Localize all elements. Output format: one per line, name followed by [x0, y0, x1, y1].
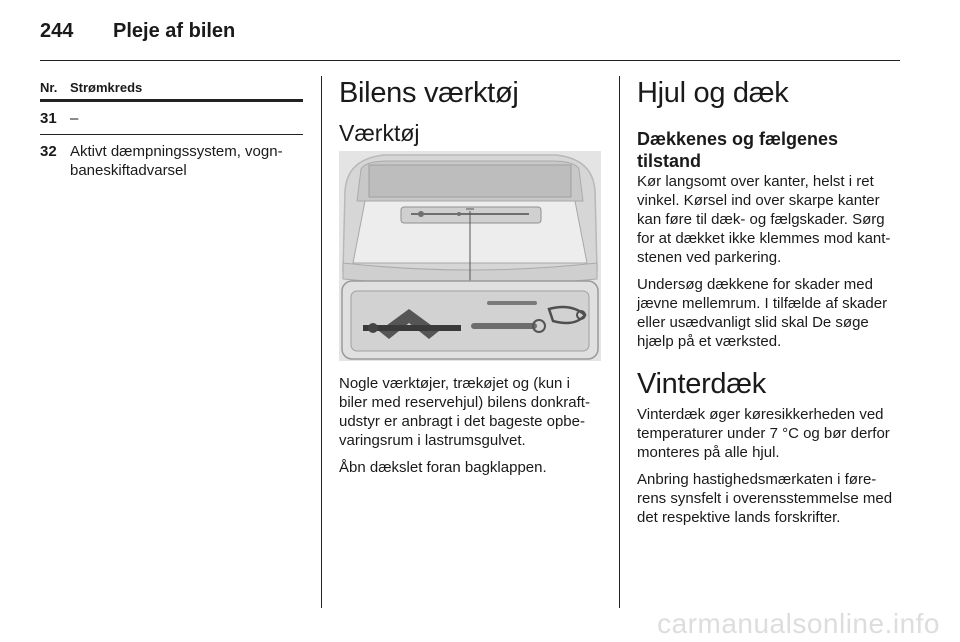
- tools-section: [339, 76, 601, 147]
- body-paragraph: Nogle værktøjer, trækøjet og (kun i biler med reservehjul) bilens donkraft-udstyr er anbragt i det bageste opbe-varingsrum i lastrumsgulvet.: [339, 375, 590, 449]
- column-divider: [619, 76, 620, 608]
- header-rule: [40, 60, 900, 61]
- row-circuit: Aktivt dæmpningssystem, vogn-baneskiftadvarsel: [70, 143, 283, 179]
- col-number-header: Nr.: [40, 80, 58, 95]
- tyres-section: [637, 76, 901, 527]
- body-paragraph: Anbring hastighedsmærkaten i føre-rens synsfelt i overensstemmelse med det respektive lands forskrifter.: [637, 471, 893, 526]
- section-heading: Hjul og dæk: [637, 77, 789, 109]
- circuit-table: [40, 80, 303, 186]
- table-row: [40, 102, 303, 135]
- page-number: 244: [40, 20, 74, 42]
- body-paragraph: Undersøg dækkene for skader med jævne mellemrum. I tilfælde af skader eller usædvanligt slid skal De søge hjælp på et værksted.: [637, 276, 888, 350]
- col-circuit-header: Strømkreds: [70, 80, 143, 95]
- table-header: [40, 80, 303, 102]
- body-paragraph: Åbn dækslet foran bagklappen.: [339, 459, 547, 476]
- page-title: Pleje af bilen: [113, 20, 236, 42]
- row-number: 32: [40, 143, 57, 160]
- section-heading: Bilens værktøj: [339, 77, 519, 109]
- column-divider: [321, 76, 322, 608]
- body-paragraph: Kør langsomt over kanter, helst i ret vinkel. Kørsel ind over skarpe kanter kan føre til dæk- og fælgskader. Sørg for at dækket ikke klemmes mod kant-stenen ved parkering.: [637, 173, 891, 266]
- subsection-heading: Dækkenes og fælgenes tilstand: [637, 129, 839, 171]
- row-number: 31: [40, 110, 57, 127]
- subsection-heading: Værktøj: [339, 120, 420, 146]
- table-row: [40, 135, 303, 186]
- row-circuit: –: [70, 110, 79, 127]
- body-paragraph: Vinterdæk øger køresikkerheden ved temperaturer under 7 °C og bør derfor monteres på alle hjul.: [637, 406, 890, 461]
- tools-body: [339, 374, 601, 477]
- section-heading: Vinterdæk: [637, 368, 766, 400]
- watermark: carmanualsonline.info: [657, 608, 940, 639]
- tool-kit-illustration: [339, 151, 601, 361]
